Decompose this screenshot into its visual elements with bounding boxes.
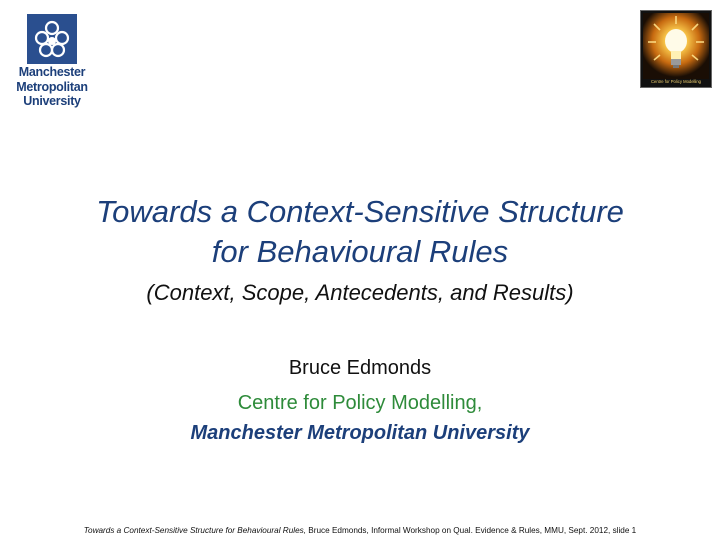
slide-footer <box>0 526 720 536</box>
footer-title: Towards a Context-Sensitive Structure for Behavioural Rules, <box>83 526 306 535</box>
mmu-name-line1: Manchester <box>18 65 86 79</box>
author-university: Manchester Metropolitan University <box>190 422 530 444</box>
mmu-name-line2: Metropolitan <box>16 79 88 94</box>
cpm-caption: Centre for Policy Modelling <box>650 79 702 84</box>
title-line-1: Towards a Context-Sensitive Structure <box>96 194 624 229</box>
mmu-name-line3: University <box>23 94 81 108</box>
footer-details: Bruce Edmonds, Informal Workshop on Qual. Evidence & Rules, MMU, Sept. 2012, slide 1 <box>306 526 637 535</box>
lightbulb-icon <box>640 10 712 88</box>
author-centre: Centre for Policy Modelling, <box>237 392 483 414</box>
mmu-logo <box>12 14 92 106</box>
title-line-2: for Behavioural Rules <box>211 234 509 269</box>
cpm-logo <box>640 10 712 88</box>
slide-subtitle: (Context, Scope, Antecedents, and Results) <box>146 280 574 305</box>
slide-title <box>0 192 720 272</box>
author-name: Bruce Edmonds <box>288 357 432 379</box>
mmu-crest-icon <box>27 14 77 64</box>
